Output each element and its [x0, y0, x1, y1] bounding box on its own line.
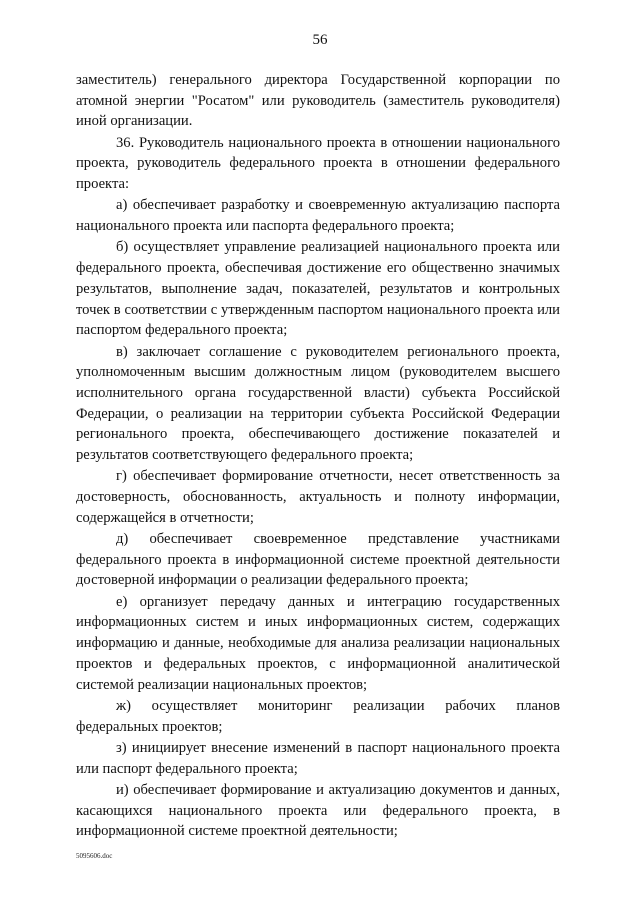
document-body — [76, 70, 560, 843]
paragraph-item-e: е) организует передачу данных и интеграцию государственных информационных систем и иных информационных систем, содержащих информацию и данные, необходимые для анализа реализации национальных проектов и федеральных проектов, с информационной аналитической системой реализации национальных проектов; — [76, 593, 560, 693]
paragraph-item-b: б) осуществляет управление реализацией национального проекта или федерального проекта, обеспечивая достижение его общественно значимых результатов, выполнение задач, показателей, результатов и контрольных точек в соответствии с утвержденным паспортом национального проекта или паспортом федерального проекта; — [76, 239, 560, 339]
paragraph-item-d: д) обеспечивает своевременное представление участниками федерального проекта в информационной системе проектной деятельности достоверной информации о реализации федерального проекта; — [76, 531, 560, 589]
paragraph-item-z: з) инициирует внесение изменений в паспорт национального проекта или паспорт федерального проекта; — [76, 739, 560, 777]
paragraph-item-g: г) обеспечивает формирование отчетности, несет ответственность за достоверность, обоснованность, актуальность и полноту информации, содержащейся в отчетности; — [76, 468, 560, 526]
paragraph-item-zh: ж) осуществляет мониторинг реализации рабочих планов федеральных проектов; — [76, 697, 560, 735]
paragraph-item-a: а) обеспечивает разработку и своевременную актуализацию паспорта национального проекта или паспорта федерального проекта; — [76, 197, 560, 235]
paragraph-item-v: в) заключает соглашение с руководителем регионального проекта, уполномоченным высшим должностным лицом (руководителем высшего исполнительного органа государственной власти) субъекта Российской Федерации, о реализации на территории субъекта Российской Федерации регионального проекта, обеспечивающего достижение показателей и результатов соответствующего федерального проекта; — [76, 343, 560, 464]
paragraph-item-i: и) обеспечивает формирование и актуализацию документов и данных, касающихся национального проекта или федерального проекта, в информационной системе проектной деятельности; — [76, 781, 560, 840]
document-file-reference: 5095606.doc — [76, 852, 113, 860]
paragraph-clause-36: 36. Руководитель национального проекта в отношении национального проекта, руководитель федерального проекта в отношении федерального проекта: — [76, 134, 560, 193]
paragraph-continuation: заместитель) генерального директора Государственной корпорации по атомной энергии "Росатом" или руководитель (заместитель руководителя) иной организации. — [76, 72, 560, 130]
page-number: 56 — [312, 32, 328, 48]
